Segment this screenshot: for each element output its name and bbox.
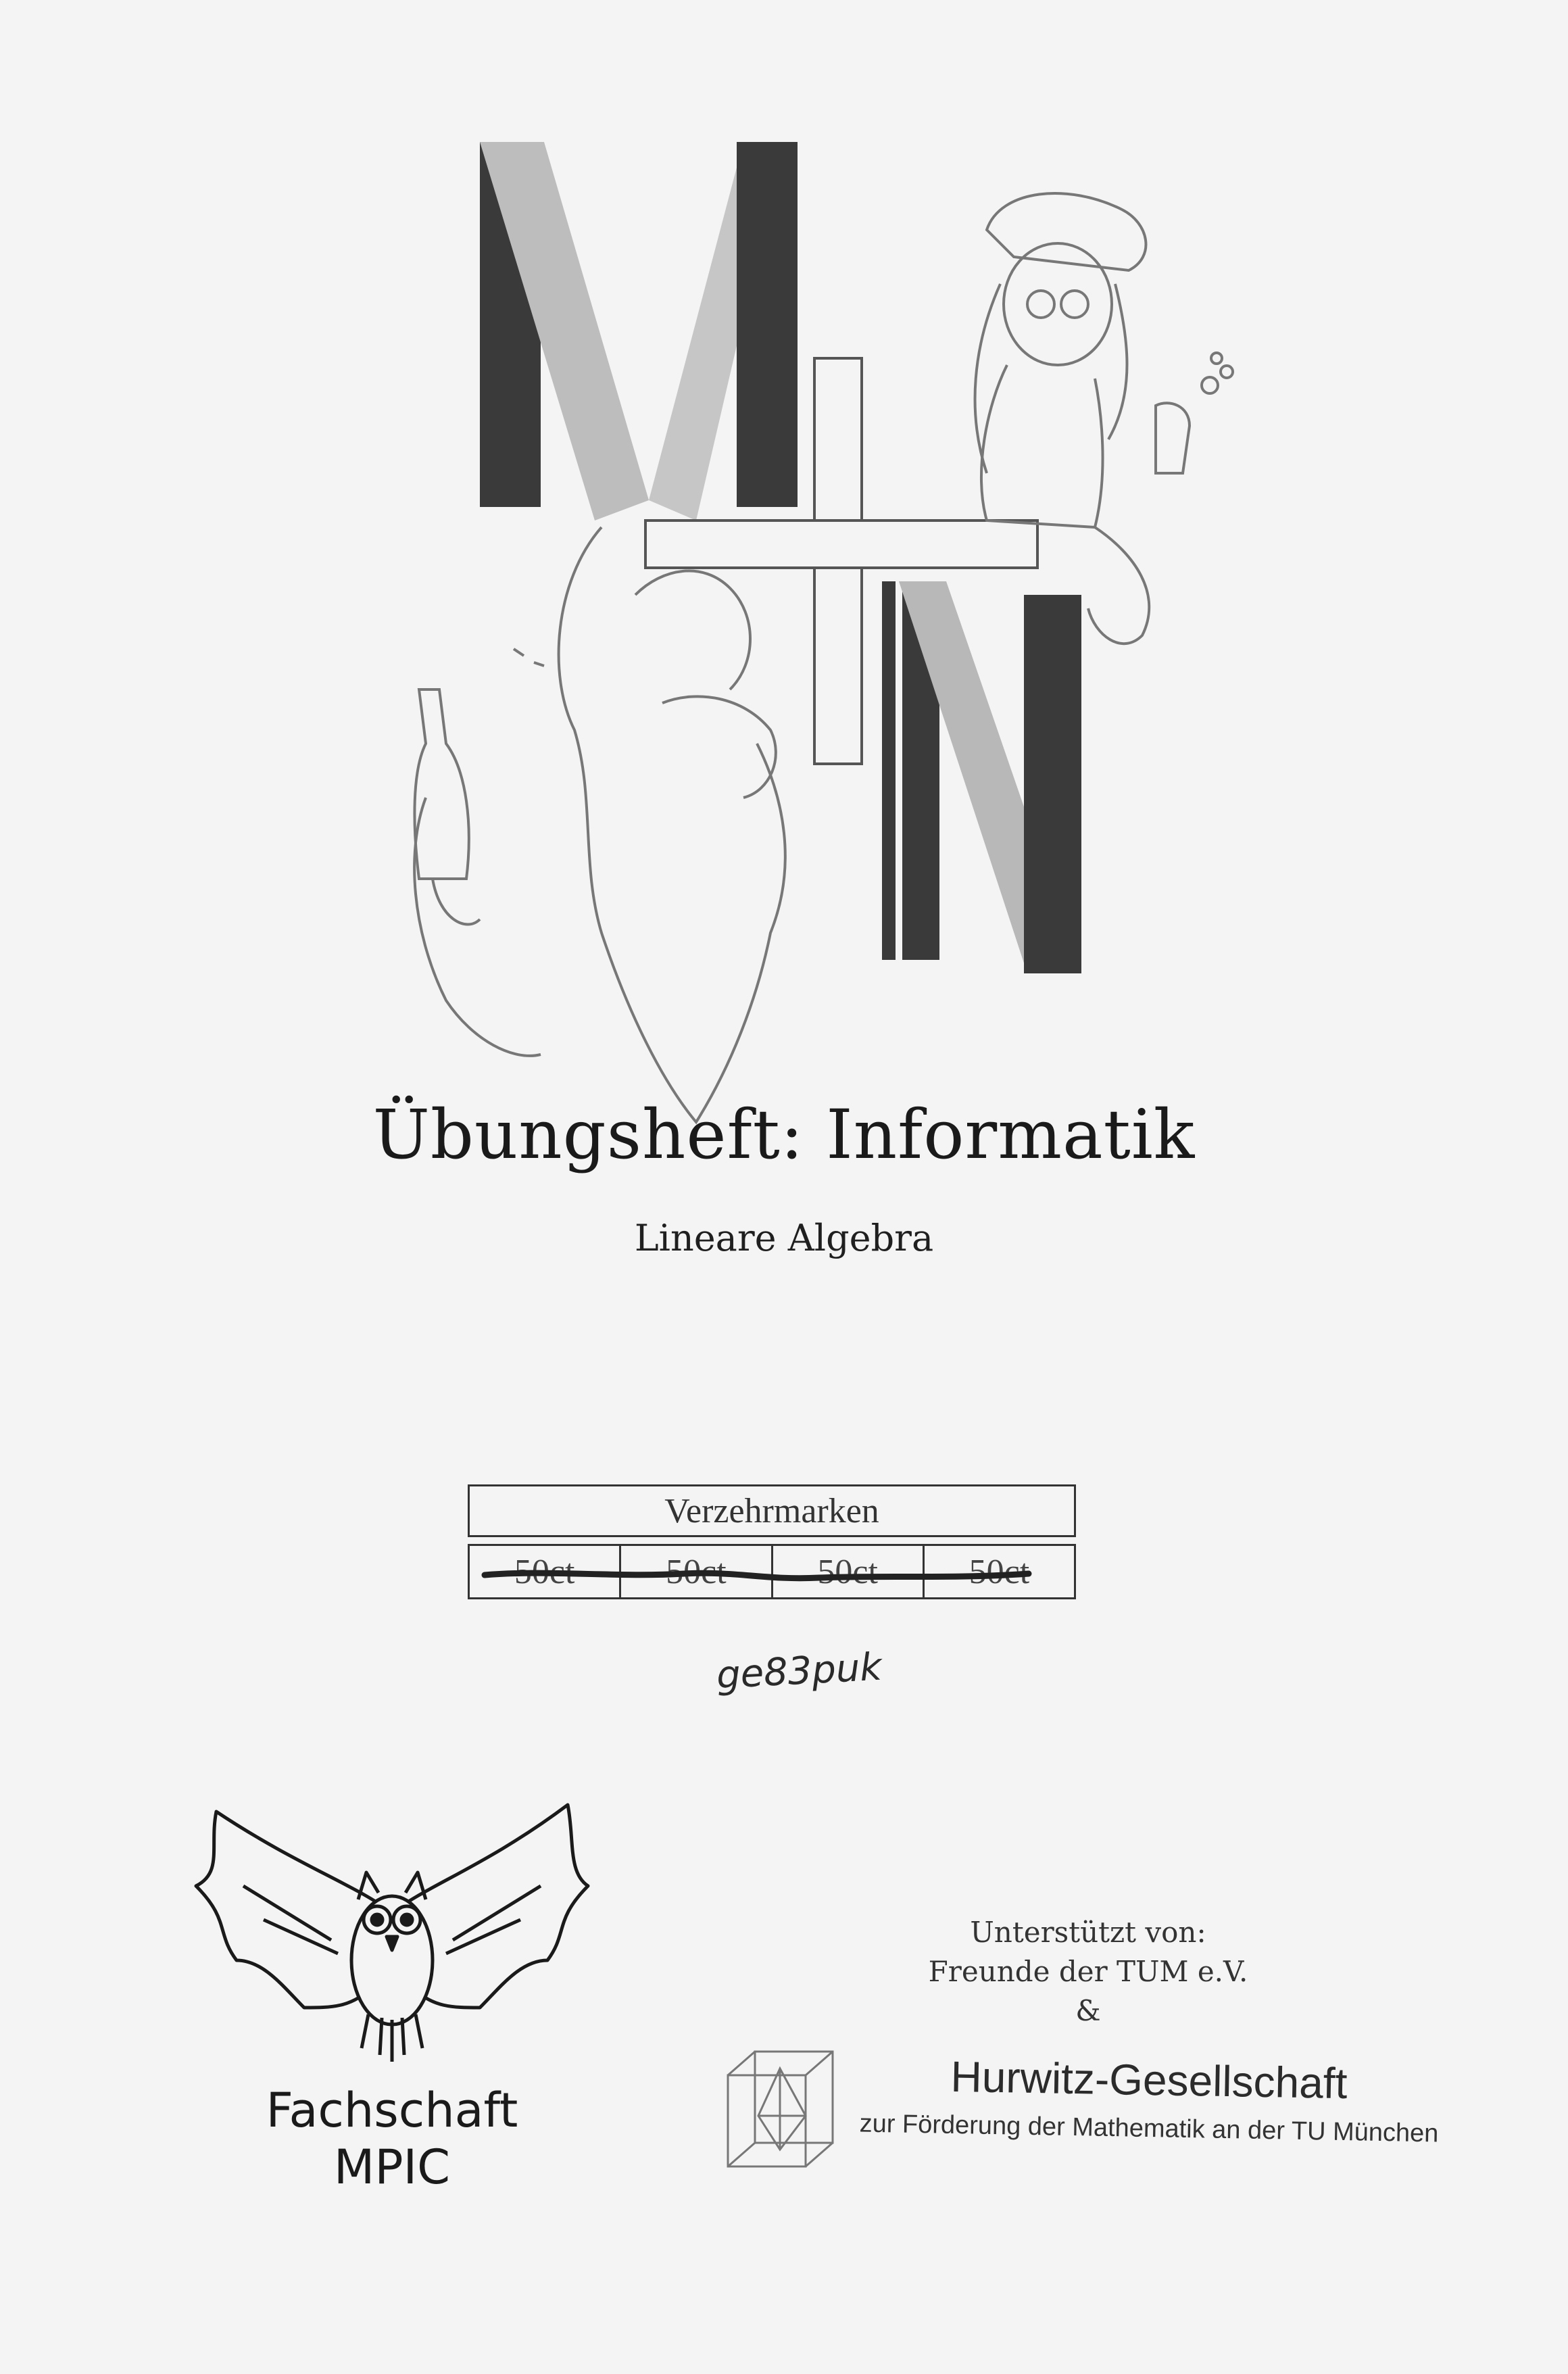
fachschaft-line-1: Fachschaft bbox=[266, 2083, 518, 2138]
page-title: Übungsheft: Informatik bbox=[372, 1095, 1196, 1174]
fachschaft-line-2: MPIC bbox=[333, 2139, 451, 2195]
voucher-cell-1: 50ct bbox=[470, 1546, 621, 1597]
letter-m-graphic bbox=[480, 142, 798, 520]
sponsor-first: Freunde der TUM e.V. bbox=[928, 1955, 1248, 1988]
letter-n-graphic bbox=[882, 581, 1081, 973]
page-subtitle: Lineare Algebra bbox=[634, 1217, 934, 1259]
sponsor-block bbox=[865, 1913, 1311, 2031]
cover-illustration bbox=[378, 122, 1257, 1136]
hurwitz-name: Hurwitz-Gesellschaft bbox=[950, 2052, 1348, 2108]
hurwitz-tagline: zur Förderung der Mathematik an der TU München bbox=[859, 2109, 1439, 2148]
sponsor-intro: Unterstützt von: bbox=[970, 1916, 1206, 1949]
handwritten-id: ge83puk bbox=[715, 1645, 883, 1698]
seated-figure-sketch bbox=[975, 193, 1233, 644]
voucher-cell-4: 50ct bbox=[969, 1553, 1030, 1591]
voucher-cell-2: 50ct bbox=[621, 1546, 773, 1597]
voucher-cell-3: 50ct bbox=[773, 1546, 925, 1597]
voucher-strikethrough bbox=[481, 1555, 1035, 1595]
sponsor-ampersand: & bbox=[1075, 1994, 1101, 2027]
fachschaft-name bbox=[223, 2082, 561, 2196]
voucher-header: Verzehrmarken bbox=[468, 1484, 1076, 1537]
bearded-figure-sketch bbox=[414, 527, 785, 1122]
hurwitz-cube-logo bbox=[725, 2048, 837, 2170]
owl-logo bbox=[189, 1785, 595, 2082]
